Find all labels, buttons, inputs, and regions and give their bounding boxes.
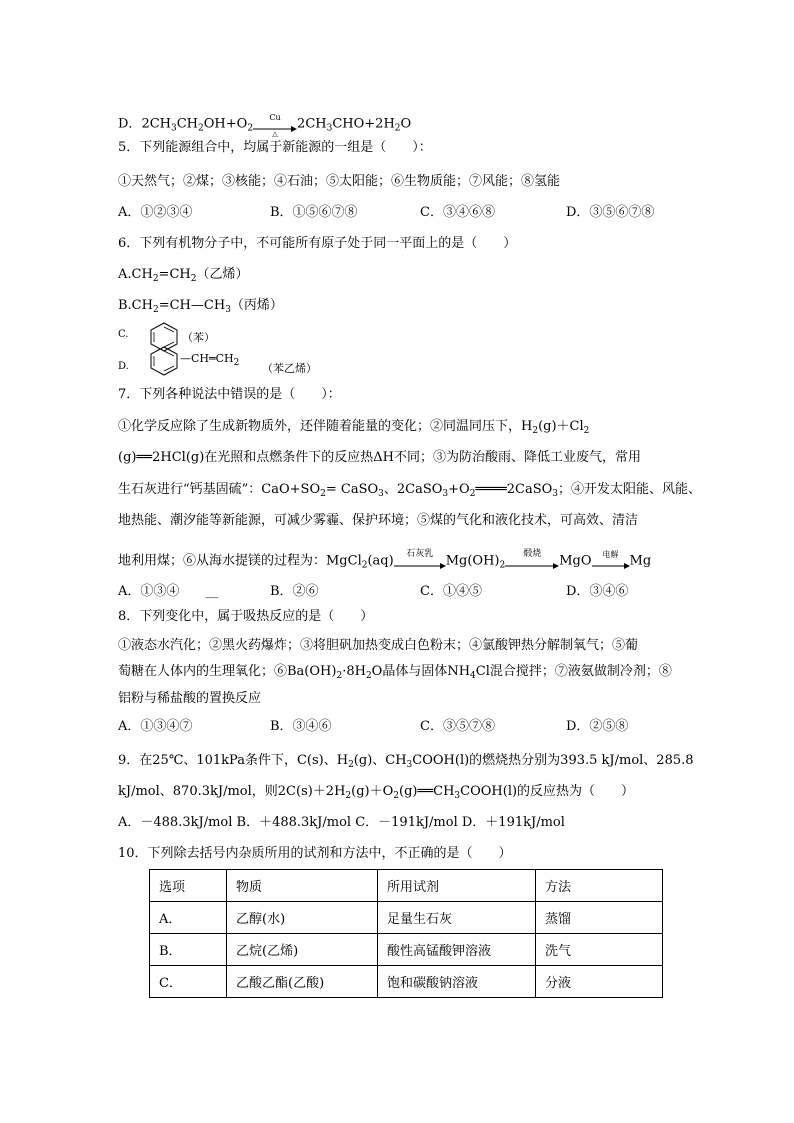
- option-b[interactable]: B．①⑤⑥⑦⑧: [270, 205, 358, 220]
- question-6-option-a[interactable]: $A.CH_2=CH_2$（乙烯）: [118, 267, 249, 284]
- question-9-options: A．－488.3kJ/mol B．＋488.3kJ/mol C．－191kJ/mol D．＋191kJ/mol: [118, 815, 565, 830]
- header-cell: 选项: [150, 870, 227, 902]
- table-header-row: [150, 870, 663, 902]
- table-cell: 乙酸乙酯(乙酸): [227, 966, 378, 998]
- table-cell: B．: [150, 934, 227, 966]
- question-8-line-1: ①液态水汽化；②黑火药爆炸；③将胆矾加热变成白色粉末；④氯酸钾热分解制氧气；⑤葡: [118, 638, 639, 653]
- header-cell: 所用试剂: [378, 870, 536, 902]
- question-9-line-1: 9．在25℃、101kPa条件下，C(s)、$H_2(g)$、$CH_3COOH(l)$的燃烧热分别为393.5 kJ/mol、285.8: [118, 753, 694, 770]
- reagent-table: [149, 869, 663, 998]
- option-b[interactable]: B．③④⑥: [270, 719, 332, 734]
- question-5-stem: 5．下列能源组合中，均属于新能源的一组是（ ）：: [118, 140, 432, 155]
- question-7-line-2: (g)══2HCl(g)在光照和点燃条件下的反应热ΔH不同；③为防治酸雨、降低工业废气，常用: [118, 450, 642, 465]
- reaction-arrow: 电解: [592, 553, 630, 569]
- question-8-stem: 8．下列变化中，属于吸热反应的是（ ）: [118, 609, 374, 624]
- table-cell: C．: [150, 966, 227, 998]
- option-c[interactable]: C．①④⑤: [420, 584, 482, 599]
- question-7-line-4: 地热能、潮汐能等新能源，可减少雾霾、保护环境；⑤煤的气化和液化技术，可高效、清洁: [118, 513, 639, 528]
- question-6-option-d[interactable]: D. $—CH═CH_2$ （苯乙烯）: [118, 352, 378, 382]
- header-cell: 物质: [227, 870, 378, 902]
- question-7-options: [118, 584, 678, 600]
- header-cell: 方法: [536, 870, 663, 902]
- question-8-options: [118, 719, 678, 735]
- table-cell: 分液: [536, 966, 663, 998]
- table-cell: 乙烷(乙烯): [227, 934, 378, 966]
- table-row: [150, 966, 663, 998]
- question-5-items: ①天然气；②煤；③核能；④石油；⑤太阳能；⑥生物质能；⑦风能；⑧氢能: [118, 174, 561, 189]
- question-5-options: [118, 205, 678, 221]
- question-8-line-3: 铝粉与稀盐酸的置换反应: [118, 691, 262, 706]
- option-a[interactable]: A．①②③④: [118, 205, 193, 220]
- question-7-line-1: ①化学反应除了生成新物质外，还伴随着能量的变化；②同温同压下，$H_2(g)+Cl_2$: [118, 419, 590, 436]
- table-cell: 洗气: [536, 934, 663, 966]
- benzene-ring-icon: [148, 346, 180, 376]
- option-a[interactable]: A．①③④ __: [118, 584, 219, 599]
- question-10-stem: 10．下列除去括号内杂质所用的试剂和方法中，不正确的是（ ）: [118, 846, 512, 861]
- reaction-arrow: Cu △: [253, 116, 297, 132]
- table-cell: 足量生石灰: [378, 902, 536, 934]
- option-d[interactable]: D．③④⑥: [566, 584, 629, 599]
- question-7-line-3: 生石灰进行“钙基固硫”：$CaO+SO_2=$ CaSO$_3$、$2CaSO_3+O_2════2CaSO_3$；④开发太阳能、风能、: [118, 482, 702, 499]
- question-9-line-2: kJ/mol、870.3kJ/mol，则$2C(s)+2H_2(g)+O_2(g)══CH_3COOH(l)$的反应热为（ ）: [118, 784, 635, 801]
- option-d[interactable]: D．②⑤⑧: [566, 719, 629, 734]
- table-row: [150, 934, 663, 966]
- question-6-option-b[interactable]: $B.CH_2=CH—CH_3$（丙烯）: [118, 298, 283, 315]
- question-6-option-c[interactable]: C. （苯）: [118, 322, 318, 352]
- option-d[interactable]: D．③⑤⑥⑦⑧: [566, 205, 655, 220]
- option-c[interactable]: C．③⑤⑦⑧: [420, 719, 495, 734]
- table-row: [150, 902, 663, 934]
- option-d-equation: D．$2CH_3CH_2OH+O_2$ Cu △ $2CH_3CHO+2H_2O$: [118, 113, 412, 138]
- table-cell: 酸性高锰酸钾溶液: [378, 934, 536, 966]
- option-b[interactable]: B．②⑥: [270, 584, 319, 599]
- reaction-arrow: 煅烧: [505, 553, 559, 569]
- option-c[interactable]: C．③④⑥⑧: [420, 205, 495, 220]
- question-6-stem: 6．下列有机物分子中，不可能所有原子处于同一平面上的是（ ）: [118, 236, 517, 251]
- table-cell: 蒸馏: [536, 902, 663, 934]
- question-7-stem: 7．下列各种说法中错误的是（ ）：: [118, 387, 341, 402]
- table-cell: 乙醇(水): [227, 902, 378, 934]
- question-8-line-2: 萄糖在人体内的生理氧化；$⑥Ba(OH)_2\cdot 8H_2O$晶体与固体$NH_4Cl$混合搅拌；⑦液氨做制冷剂；⑧: [118, 664, 672, 681]
- option-a[interactable]: A．①③④⑦: [118, 719, 193, 734]
- table-cell: 饱和碳酸钠溶液: [378, 966, 536, 998]
- question-7-line-5: 地利用煤；⑥从海水提镁的过程为：MgCl$_2$(aq) 石灰乳 $Mg(OH)_2$ 煅烧 MgO 电解 Mg: [118, 549, 652, 571]
- reaction-arrow: 石灰乳: [394, 553, 446, 569]
- table-cell: A．: [150, 902, 227, 934]
